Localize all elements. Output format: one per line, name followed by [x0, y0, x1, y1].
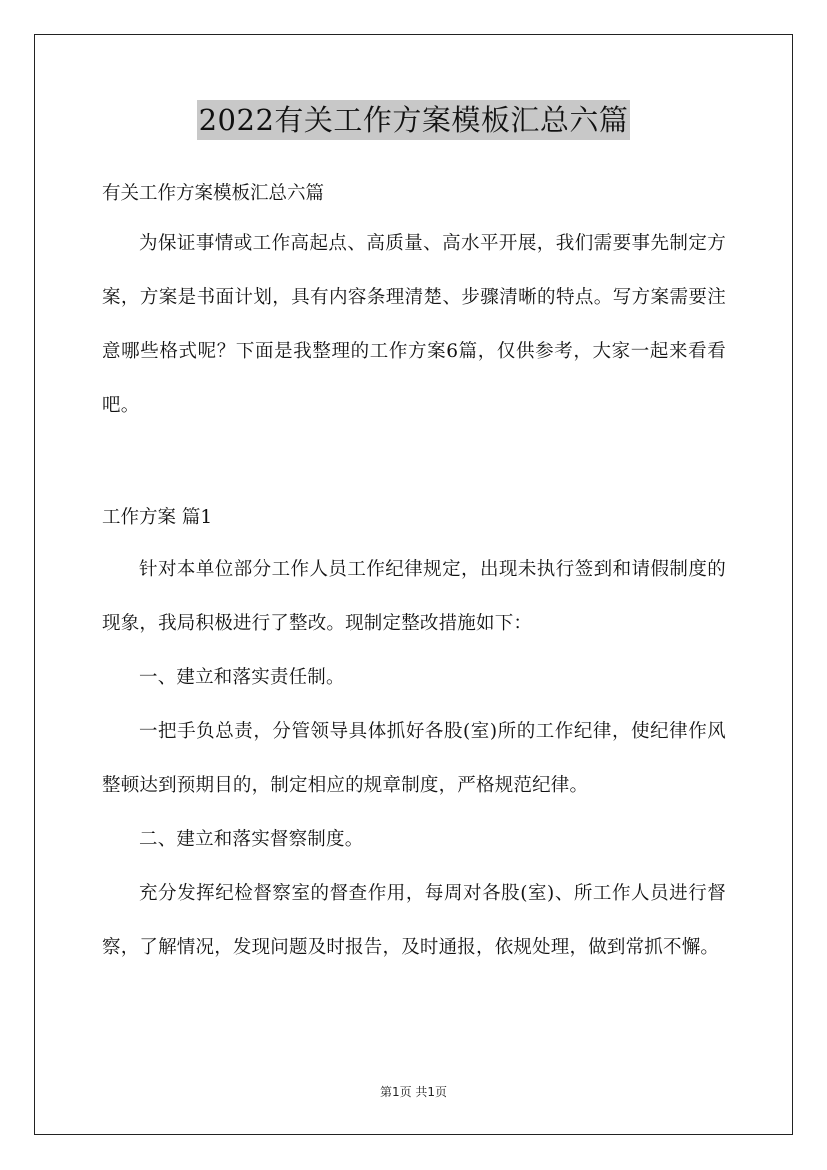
section-spacer [102, 433, 726, 497]
body-paragraph: 二、建立和落实督察制度。 [139, 829, 364, 850]
document-body [102, 173, 726, 975]
intro-paragraph: 为保证事情或工作高起点、高质量、高水平开展，我们需要事先制定方案，方案是书面计划，具有内容条理清楚、步骤清晰的特点。写方案需要注意哪些格式呢？下面是我整理的工作方案6篇，仅供参考，大家一起来看看吧。 [102, 233, 726, 416]
body-paragraph: 充分发挥纪检督察室的督查作用，每周对各股(室)、所工作人员进行督察，了解情况，发现问题及时报告，及时通报，依规处理，做到常抓不懈。 [102, 883, 726, 958]
document-title: 2022有关工作方案模板汇总六篇 [197, 100, 631, 140]
body-paragraph: 一把手负总责，分管领导具体抓好各股(室)所的工作纪律，使纪律作风整顿达到预期目的，制定相应的规章制度，严格规范纪律。 [102, 721, 726, 796]
page-number: 第1页 共1页 [379, 1085, 448, 1099]
body-paragraph: 针对本单位部分工作人员工作纪律规定，出现未执行签到和请假制度的现象，我局积极进行了整改。现制定整改措施如下： [102, 559, 726, 634]
title-container [0, 100, 827, 140]
document-subtitle: 有关工作方案模板汇总六篇 [102, 183, 325, 204]
section-heading: 工作方案 篇1 [102, 507, 213, 528]
body-paragraph: 一、建立和落实责任制。 [139, 667, 345, 688]
